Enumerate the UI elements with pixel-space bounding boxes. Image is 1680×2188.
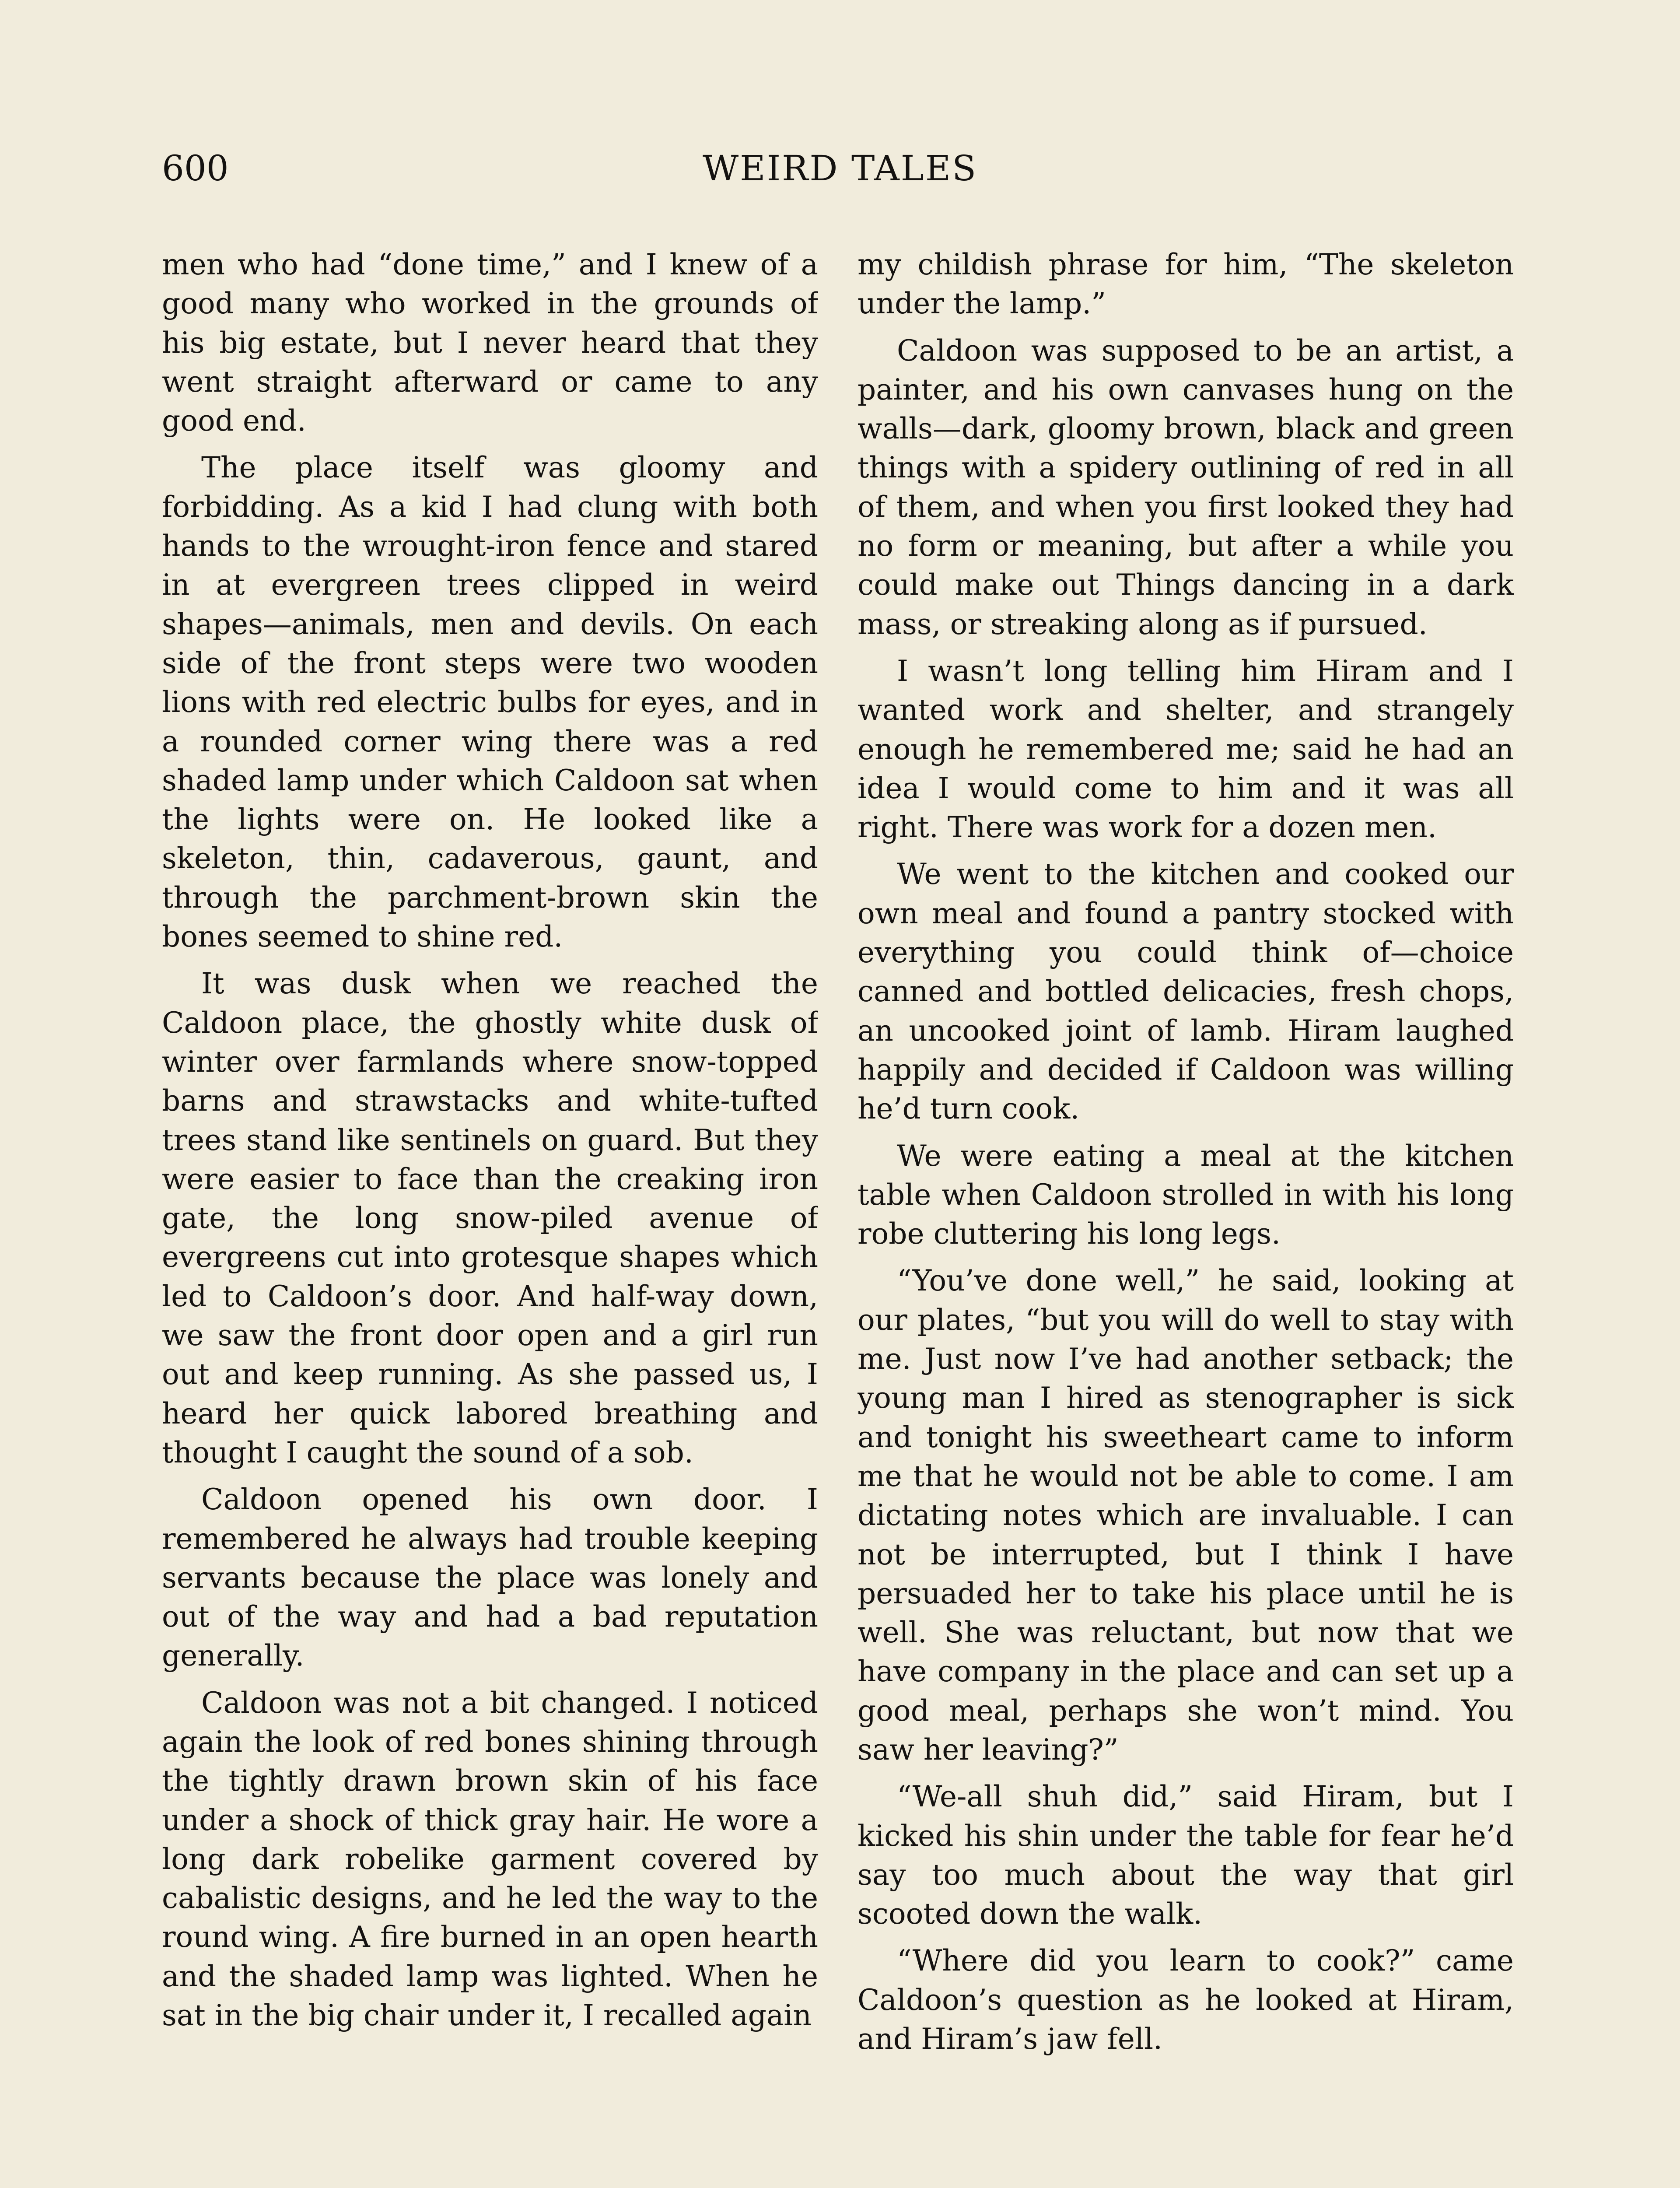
page-number: 600 bbox=[162, 148, 229, 189]
paragraph: It was dusk when we reached the Caldoon place, the ghostly white dusk of winter over farmlands where snow-topped barns and strawstacks and white-tufted trees stand like sentinels on guard. But they were easier to face than the creaking iron gate, the long snow-piled avenue of evergreens cut into grotesque shapes which led to Caldoon’s door. And half-way down, we saw the front door open and a girl run out and keep running. As she passed us, I heard her quick labored breathing and thought I caught the sound of a sob. bbox=[162, 967, 818, 1469]
left-column bbox=[162, 245, 818, 2188]
paragraph: “We-all shuh did,” said Hiram, but I kicked his shin under the table for fear he’d say too much about the way that girl scooted down the walk. bbox=[858, 1780, 1514, 1931]
paragraph: Caldoon was not a bit changed. I noticed again the look of red bones shining through the tightly drawn brown skin of his face under a shock of thick gray hair. He wore a long dark robelike garment covered by cabalistic designs, and he led the way to the round wing. A fire burned in an open hearth and the shaded lamp was lighted. When he sat in the big chair under it, I recalled again bbox=[162, 1686, 818, 2033]
paragraph: The place itself was gloomy and forbidding. As a kid I had clung with both hands to the wrought-iron fence and stared in at evergreen trees clipped in weird shapes—animals, men and devils. On each side of the front steps were two wooden lions with red electric bulbs for eyes, and in a rounded corner wing there was a red shaded lamp under which Caldoon sat when the lights were on. He looked like a skeleton, thin, cadaverous, gaunt, and through the parchment-brown skin the bones seemed to shine red. bbox=[162, 451, 818, 954]
paragraph: Caldoon was supposed to be an artist, a painter, and his own canvases hung on the walls—dark, gloomy brown, black and green things with a spidery outlining of red in all of them, and when you first looked they had no form or meaning, but after a while you could make out Things dancing in a dark mass, or streaking along as if pursued. bbox=[858, 333, 1514, 641]
paragraph: Caldoon opened his own door. I remembered he always had trouble keeping servants because the place was lonely and out of the way and had a bad reputation generally. bbox=[162, 1483, 818, 1673]
paragraph: We were eating a meal at the kitchen table when Caldoon strolled in with his long robe cluttering his long legs. bbox=[858, 1139, 1514, 1251]
paragraph: men who had “done time,” and I knew of a good many who worked in the grounds of his big estate, but I never heard that they went straight afterward or came to any good end. bbox=[162, 248, 818, 438]
paragraph: “Where did you learn to cook?” came Caldoon’s question as he looked at Hiram, and Hiram’s jaw fell. bbox=[858, 1944, 1514, 2056]
magazine-title: WEIRD TALES bbox=[702, 148, 978, 189]
paragraph: I wasn’t long telling him Hiram and I wanted work and shelter, and strangely enough he remembered me; said he had an idea I would come to him and it was all right. There was work for a dozen men. bbox=[858, 654, 1514, 845]
paragraph: “You’ve done well,” he said, looking at our plates, “but you will do well to stay with me. Just now I’ve had another setback; the young man I hired as stenographer is sick and tonight his sweetheart came to inform me that he would not be able to come. I am dictating notes which are invaluable. I can not be interrupted, but I think I have persuaded her to take his place until he is well. She was reluctant, but now that we have company in the place and can set up a good meal, perhaps she won’t mind. You saw her leaving?” bbox=[858, 1264, 1514, 1767]
right-column bbox=[858, 245, 1514, 2188]
running-head bbox=[162, 144, 1518, 193]
paragraph: my childish phrase for him, “The skeleton under the lamp.” bbox=[858, 248, 1514, 321]
paragraph: We went to the kitchen and cooked our own meal and found a pantry stocked with everything you could think of—choice canned and bottled delicacies, fresh chops, an uncooked joint of lamb. Hiram laughed happily and decided if Caldoon was willing he’d turn cook. bbox=[858, 857, 1514, 1126]
